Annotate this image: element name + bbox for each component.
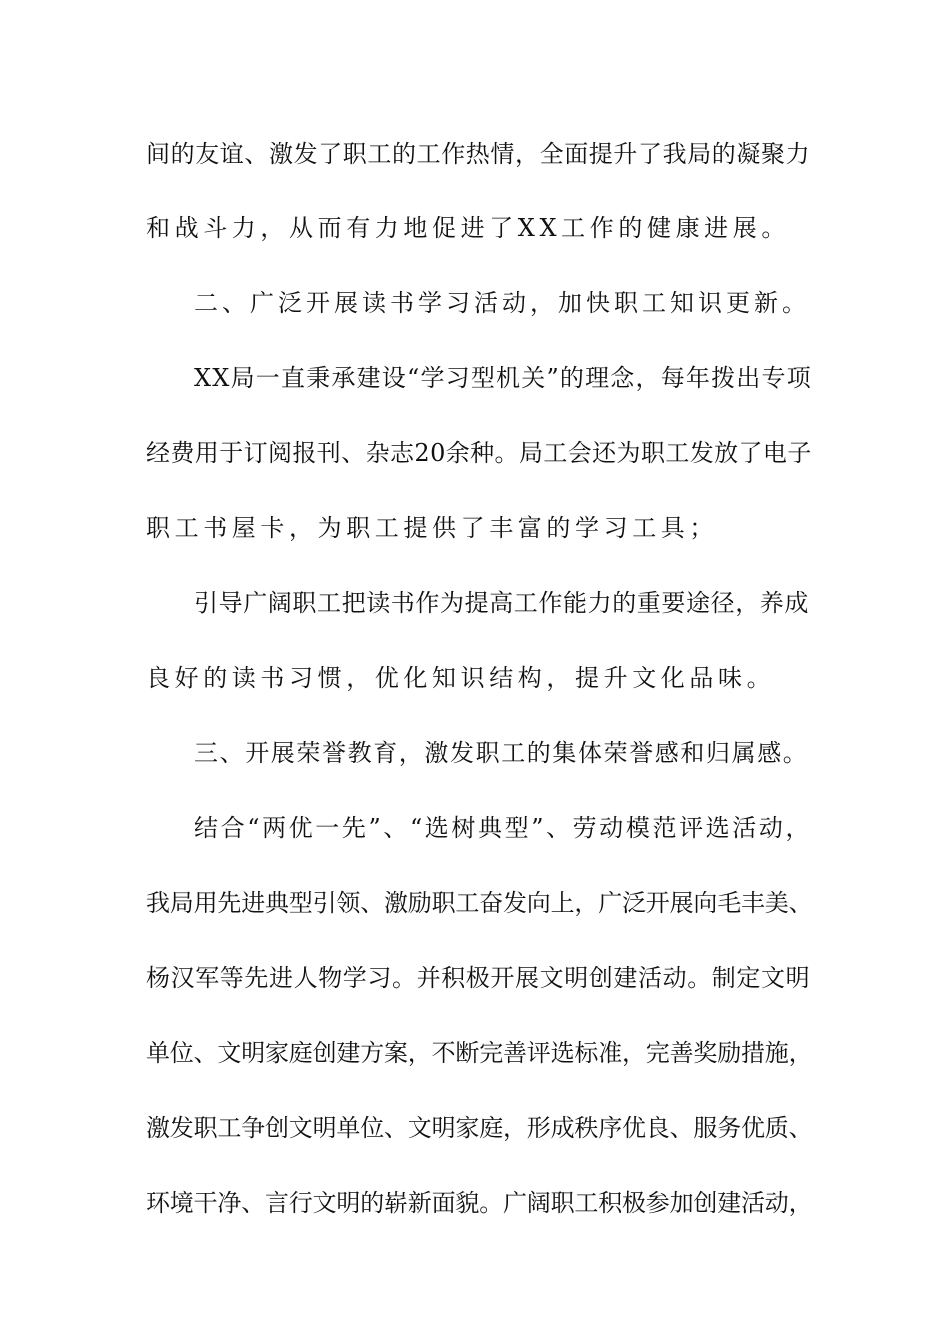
body-text-line: XX局一直秉承建设“学习型机关”的理念，每年拨出专项	[194, 364, 812, 392]
body-text-line: 杨汉军等先进人物学习。并积极开展文明创建活动。制定文明	[146, 964, 811, 992]
body-text-line: 和战斗力，从而有力地促进了XX工作的健康进展。	[146, 214, 790, 242]
body-text-line: 职工书屋卡，为职工提供了丰富的学习工具；	[146, 514, 718, 542]
body-text-line: 激发职工争创文明单位、文明家庭，形成秩序优良、服务优质、	[146, 1114, 813, 1142]
body-text-line: 引导广阔职工把读书作为提高工作能力的重要途径，养成	[194, 589, 809, 617]
body-text-line: 环境干净、言行文明的崭新面貌。广阔职工积极参加创建活动，	[146, 1189, 813, 1217]
body-text-line: 经费用于订阅报刊、杂志20余种。局工会还为职工发放了电子	[146, 439, 812, 467]
body-text-line: 我局用先进典型引领、激励职工奋发向上，广泛开展向毛丰美、	[146, 889, 813, 917]
body-text-line: 良好的读书习惯，优化知识结构，提升文化品味。	[146, 664, 776, 692]
body-text-line: 单位、文明家庭创建方案，不断完善评选标准，完善奖励措施，	[146, 1039, 813, 1067]
section-heading: 三、开展荣誉教育，激发职工的集体荣誉感和归属感。	[194, 739, 809, 767]
body-text-line: 间的友谊、激发了职工的工作热情，全面提升了我局的凝聚力	[146, 140, 811, 168]
body-text-line: 结合“两优一先”、“选树典型”、劳动模范评选活动，	[194, 814, 813, 842]
section-heading: 二、广泛开展读书学习活动，加快职工知识更新。	[194, 289, 810, 317]
